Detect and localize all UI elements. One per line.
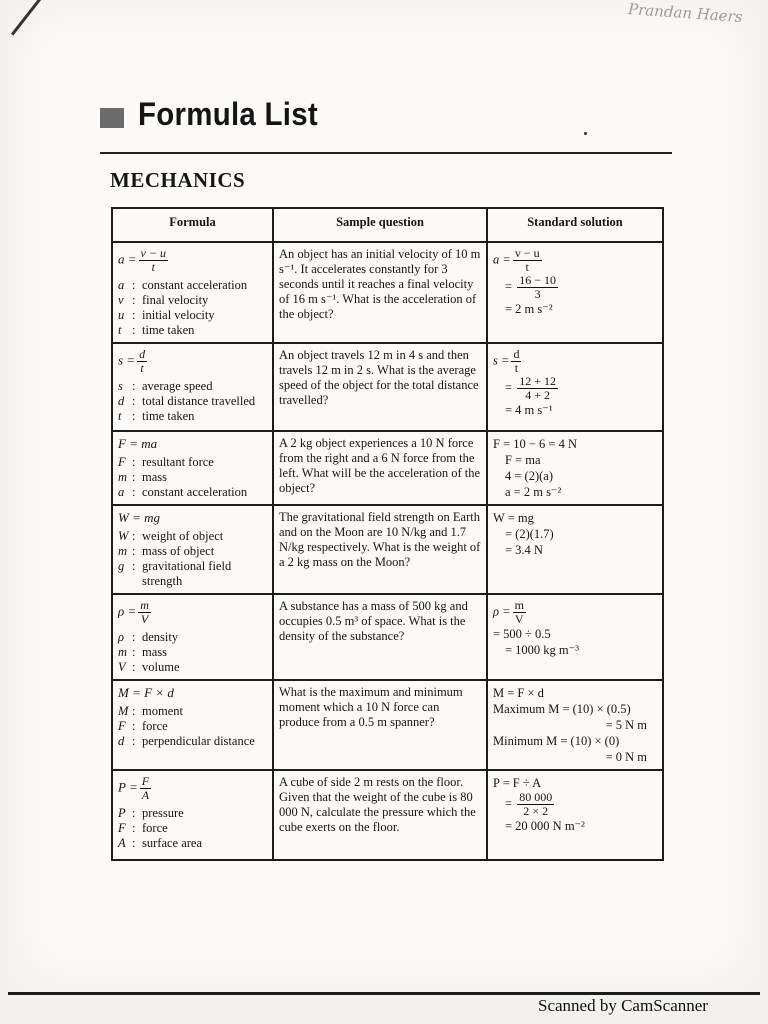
- table-row: [112, 505, 663, 594]
- variable-definition: [118, 455, 267, 470]
- fraction-denominator: t: [140, 361, 144, 375]
- variable-description: gravitational field strength: [142, 559, 232, 588]
- variable-symbol: u: [118, 308, 125, 322]
- variable-description: pressure: [142, 806, 184, 820]
- variable-definition: [118, 806, 267, 821]
- formula-equation: [118, 599, 267, 626]
- fraction-denominator: t: [151, 260, 155, 274]
- fraction: [137, 348, 147, 375]
- colon-separator: :: [132, 660, 136, 674]
- variable-description: initial velocity: [142, 308, 215, 322]
- formula-lhs: P =: [118, 779, 138, 795]
- variable-symbol: a: [118, 278, 125, 292]
- colon-separator: :: [132, 308, 136, 322]
- fraction: [139, 247, 168, 274]
- solution-result: = 20 000 N m⁻²: [505, 819, 585, 833]
- variable-description: mass: [142, 645, 167, 659]
- variable-symbol: d: [118, 394, 125, 408]
- fraction-numerator: v − u: [140, 246, 166, 260]
- variable-symbol: a: [118, 485, 125, 499]
- variable-definition: [118, 529, 267, 544]
- variable-symbol: m: [118, 645, 128, 659]
- handwritten-signature: Prandan Haers: [627, 0, 744, 26]
- variable-symbol: F: [118, 719, 126, 733]
- formula-equation: [118, 775, 267, 802]
- colon-separator: :: [132, 704, 136, 718]
- stray-dot: [584, 132, 587, 135]
- variable-symbol: A: [118, 836, 126, 850]
- question-cell: [273, 431, 487, 505]
- variable-definition: [118, 704, 267, 719]
- table-row: [112, 343, 663, 431]
- variable-symbol: P: [118, 806, 126, 820]
- fraction-numerator: 12 + 12: [519, 374, 556, 388]
- formula-cell: [112, 431, 273, 505]
- table-header-row: [112, 208, 663, 242]
- fraction: [511, 348, 521, 375]
- fraction-denominator: t: [514, 361, 519, 375]
- solution-formula: [493, 348, 657, 375]
- formula-cell: [112, 770, 273, 860]
- page-title: Formula List: [138, 96, 318, 132]
- formula-equation: M = F × d: [118, 685, 174, 700]
- colon-separator: :: [132, 455, 136, 469]
- equals-sign: =: [505, 380, 516, 395]
- variable-definition: [118, 719, 267, 734]
- table-body: [112, 242, 663, 860]
- fraction-denominator: A: [141, 788, 150, 802]
- solution-cell: [487, 770, 663, 860]
- question-cell: [273, 594, 487, 680]
- colon-separator: :: [132, 278, 136, 292]
- solution-step: = 3.4 N: [505, 543, 543, 557]
- fraction: [517, 375, 558, 402]
- solution-lhs: s =: [493, 353, 510, 368]
- question-cell: [273, 505, 487, 594]
- variable-definition: [118, 485, 267, 500]
- formula-lhs: a =: [118, 251, 137, 267]
- solution-cell: [487, 505, 663, 594]
- solution-formula: [493, 599, 657, 626]
- colon-separator: :: [132, 544, 136, 558]
- variable-definition: [118, 630, 267, 645]
- sample-question-text: The gravitational field strength on Earth and on the Moon are 10 N/kg and 1.7 N/kg respectively. What is the weight of a 2 kg mass on the Moon?: [279, 510, 481, 569]
- colon-separator: :: [132, 529, 136, 543]
- formula-equation: F = ma: [118, 436, 158, 451]
- fraction-denominator: V: [140, 612, 149, 626]
- formula-equation: W = mg: [118, 510, 160, 525]
- variable-definition: [118, 821, 267, 836]
- solution-step: Maximum M = (10) × (0.5): [493, 702, 631, 716]
- variable-description: surface area: [142, 836, 203, 850]
- variable-definition: [118, 470, 267, 485]
- variable-symbol: v: [118, 293, 124, 307]
- fraction-denominator: 2 × 2: [523, 804, 549, 818]
- colon-separator: :: [132, 379, 136, 393]
- solution-step: = 0 N m: [605, 750, 647, 764]
- question-cell: [273, 770, 487, 860]
- variable-definition: [118, 409, 267, 424]
- section-heading: MECHANICS: [110, 168, 246, 192]
- fraction-denominator: V: [514, 612, 524, 626]
- table-row: [112, 431, 663, 505]
- variable-description: weight of object: [142, 529, 224, 543]
- solution-result: = 4 m s⁻¹: [505, 403, 553, 417]
- solution-cell: [487, 680, 663, 770]
- solution-step: = 1000 kg m⁻³: [505, 643, 579, 657]
- solution-cell: [487, 242, 663, 343]
- colon-separator: :: [132, 821, 136, 835]
- solution-result: = 2 m s⁻²: [505, 302, 553, 316]
- fraction-denominator: 3: [534, 287, 541, 301]
- solution-formula: P = F ÷ A: [493, 776, 542, 790]
- table-row: [112, 242, 663, 343]
- variable-description: constant acceleration: [142, 278, 248, 292]
- sample-question-text: What is the maximum and minimum moment which a 10 N force can produce from a 0.5 m spanner?: [279, 685, 463, 729]
- variable-definition: [118, 293, 267, 308]
- column-header-standard-solution: Standard solution: [487, 208, 663, 242]
- variable-description: time taken: [142, 323, 195, 337]
- colon-separator: :: [132, 734, 136, 748]
- solution-step: F = ma: [505, 453, 541, 467]
- solution-lhs: ρ =: [493, 604, 511, 619]
- solution-step: Minimum M = (10) × (0): [493, 734, 620, 748]
- sample-question-text: An object travels 12 m in 4 s and then travels 12 m in 2 s. What is the average speed of the object for the total distance travelled?: [279, 348, 479, 407]
- variable-definition: [118, 836, 267, 851]
- colon-separator: :: [132, 630, 136, 644]
- solution-step: W = mg: [493, 511, 534, 525]
- question-cell: [273, 680, 487, 770]
- fraction-numerator: v − u: [514, 246, 540, 260]
- colon-separator: :: [132, 806, 136, 820]
- question-cell: [273, 242, 487, 343]
- colon-separator: :: [132, 394, 136, 408]
- variable-symbol: g: [118, 559, 125, 573]
- variable-symbol: V: [118, 660, 126, 674]
- sample-question-text: A 2 kg object experiences a 10 N force from the right and a 6 N force from the left. What will be the acceleration of the object?: [279, 436, 481, 495]
- variable-description: volume: [142, 660, 180, 674]
- fraction: [517, 791, 554, 818]
- formula-equation: [118, 348, 267, 375]
- formula-cell: [112, 680, 273, 770]
- variable-symbol: d: [118, 734, 125, 748]
- variable-symbol: t: [118, 323, 122, 337]
- fraction-numerator: m: [514, 598, 524, 612]
- sample-question-text: A substance has a mass of 500 kg and occupies 0.5 m³ of space. What is the density of the substance?: [279, 599, 468, 643]
- title-divider: [100, 152, 672, 154]
- formula-lhs: ρ =: [118, 603, 137, 619]
- solution-step: F = 10 − 6 = 4 N: [493, 437, 578, 451]
- variable-description: average speed: [142, 379, 213, 393]
- variable-description: mass: [142, 470, 167, 484]
- solution-step: M = F × d: [493, 686, 544, 700]
- solution-step: = 500 ÷ 0.5: [493, 627, 551, 641]
- variable-description: mass of object: [142, 544, 215, 558]
- solution-step: = (2)(1.7): [505, 527, 554, 541]
- solution-lhs: a =: [493, 252, 511, 267]
- formula-table: [111, 207, 664, 861]
- variable-symbol: ρ: [118, 630, 124, 644]
- fraction-numerator: d: [513, 347, 520, 361]
- solution-substitution: [493, 274, 657, 301]
- formula-cell: [112, 505, 273, 594]
- variable-symbol: M: [118, 704, 129, 718]
- variable-definition: [118, 308, 267, 323]
- fraction: [513, 599, 526, 626]
- column-header-sample-question: Sample question: [273, 208, 487, 242]
- variable-definition: [118, 394, 267, 409]
- fraction-numerator: 16 − 10: [519, 273, 556, 287]
- variable-description: density: [142, 630, 179, 644]
- solution-cell: [487, 343, 663, 431]
- variable-description: total distance travelled: [142, 394, 256, 408]
- title-row: [100, 96, 334, 133]
- page-corner-mark: [11, 0, 44, 36]
- variable-definition: [118, 544, 267, 559]
- variable-symbol: s: [118, 379, 123, 393]
- solution-cell: [487, 431, 663, 505]
- solution-substitution: [493, 375, 657, 402]
- colon-separator: :: [132, 409, 136, 423]
- variable-definition: [118, 278, 267, 293]
- title-square-icon: [100, 108, 124, 128]
- formula-cell: [112, 343, 273, 431]
- table-row: [112, 680, 663, 770]
- table-row: [112, 594, 663, 680]
- formula-lhs: s =: [118, 352, 136, 368]
- fraction: [517, 274, 558, 301]
- variable-symbol: t: [118, 409, 122, 423]
- variable-definition: [118, 734, 267, 749]
- variable-description: moment: [142, 704, 183, 718]
- variable-symbol: W: [118, 529, 129, 543]
- fraction-numerator: 80 000: [519, 790, 553, 804]
- variable-description: constant acceleration: [142, 485, 248, 499]
- variable-symbol: F: [118, 821, 126, 835]
- colon-separator: :: [132, 293, 136, 307]
- solution-formula: [493, 247, 657, 274]
- colon-separator: :: [132, 470, 136, 484]
- table-row: [112, 770, 663, 860]
- fraction: [513, 247, 542, 274]
- variable-definition: [118, 323, 267, 338]
- variable-description: final velocity: [142, 293, 209, 307]
- fraction: [138, 599, 151, 626]
- colon-separator: :: [132, 559, 136, 573]
- column-header-formula: Formula: [112, 208, 273, 242]
- formula-equation: [118, 247, 267, 274]
- formula-cell: [112, 242, 273, 343]
- variable-definition: [118, 660, 267, 675]
- colon-separator: :: [132, 836, 136, 850]
- fraction-numerator: m: [140, 598, 149, 612]
- variable-definition: [118, 379, 267, 394]
- colon-separator: :: [132, 719, 136, 733]
- variable-description: time taken: [142, 409, 195, 423]
- solution-step: = 5 N m: [605, 718, 647, 732]
- formula-cell: [112, 594, 273, 680]
- variable-description: force: [142, 821, 168, 835]
- solution-substitution: [493, 791, 657, 818]
- sample-question-text: An object has an initial velocity of 10 m s⁻¹. It accelerates constantly for 3 seconds until it reaches a final velocity of 16 m s⁻¹. What is the acceleration of the object?: [279, 247, 481, 321]
- variable-description: resultant force: [142, 455, 214, 469]
- fraction-numerator: d: [139, 347, 146, 361]
- question-cell: [273, 343, 487, 431]
- equals-sign: =: [505, 279, 516, 294]
- sample-question-text: A cube of side 2 m rests on the floor. Given that the weight of the cube is 80 000 N, calculate the pressure which the cube exerts on the floor.: [279, 775, 476, 834]
- fraction: [140, 775, 151, 802]
- fraction-denominator: 4 + 2: [525, 388, 550, 402]
- variable-definition: [118, 645, 267, 660]
- equals-sign: =: [505, 796, 516, 811]
- variable-description: force: [142, 719, 168, 733]
- variable-description: perpendicular distance: [142, 734, 255, 748]
- scanner-footer: Scanned by CamScanner: [538, 996, 708, 1015]
- colon-separator: :: [132, 645, 136, 659]
- variable-symbol: m: [118, 470, 128, 484]
- colon-separator: :: [132, 485, 136, 499]
- variable-definition: [118, 559, 267, 589]
- solution-cell: [487, 594, 663, 680]
- fraction-numerator: F: [141, 774, 150, 788]
- solution-step: a = 2 m s⁻²: [505, 485, 562, 499]
- colon-separator: :: [132, 323, 136, 337]
- variable-symbol: F: [118, 455, 126, 469]
- fraction-denominator: t: [525, 260, 529, 274]
- solution-step: 4 = (2)(a): [505, 469, 553, 483]
- variable-symbol: m: [118, 544, 128, 558]
